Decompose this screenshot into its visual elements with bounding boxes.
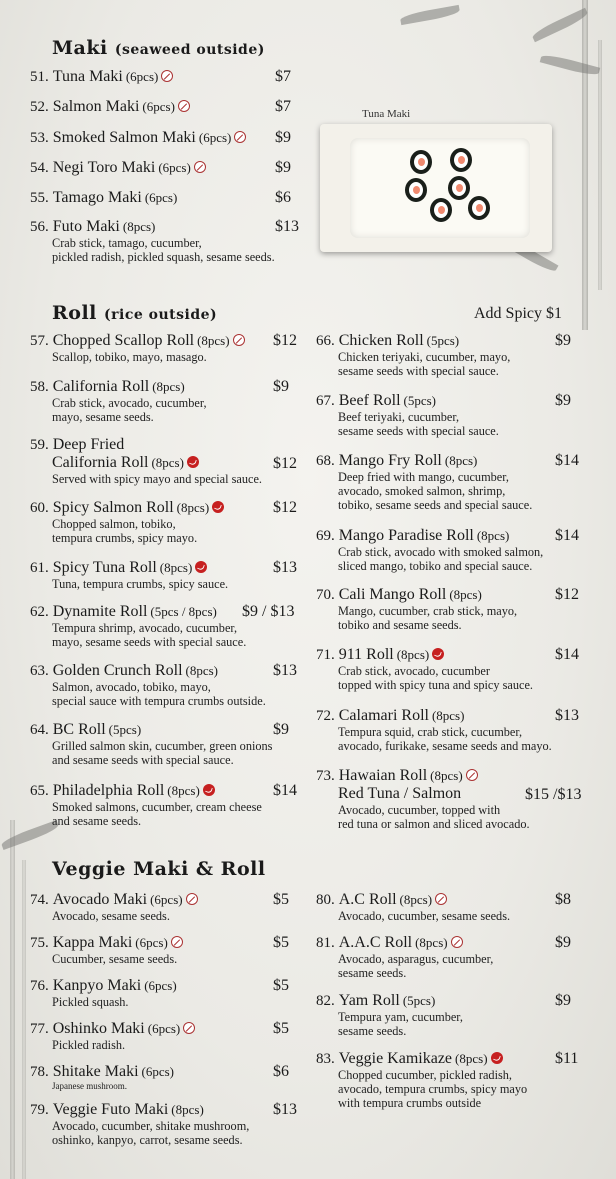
- bamboo-leaf-decoration: [540, 52, 601, 77]
- spicy-icon: [212, 501, 224, 513]
- item-number: 81.: [316, 935, 335, 951]
- item-description: Beef teriyaki, cucumber,: [338, 410, 460, 424]
- item-description: Tempura squid, crab stick, cucumber,: [338, 725, 523, 739]
- item-price: $5: [273, 977, 289, 994]
- item-description: Deep fried with mango, cucumber,: [338, 470, 509, 484]
- item-number: 55.: [30, 190, 49, 206]
- item-description: tobiko and sesame seeds.: [338, 618, 462, 632]
- item-number: 67.: [316, 393, 335, 409]
- item-name: Salmon Maki: [52, 98, 140, 115]
- item-price: $9 / $13: [242, 603, 295, 620]
- item-description: topped with spicy tuna and spicy sauce.: [338, 678, 533, 692]
- menu-item-64: [30, 721, 289, 767]
- item-name: Veggie Kamikaze: [338, 1050, 453, 1067]
- spicy-icon: [195, 561, 207, 573]
- item-pieces: (6pcs): [125, 69, 159, 84]
- item-number: 58.: [30, 379, 49, 395]
- item-name: Shitake Maki: [52, 1063, 139, 1080]
- item-price: $7: [275, 68, 291, 85]
- menu-item-74: [30, 891, 289, 923]
- item-price: $5: [273, 1020, 289, 1037]
- spicy-icon: [187, 456, 199, 468]
- item-number: 61.: [30, 560, 49, 576]
- item-price: $9: [555, 992, 571, 1009]
- item-price: $6: [273, 1063, 289, 1080]
- item-description: special sauce with tempura crumbs outside.: [52, 694, 266, 708]
- item-description: Pickled squash.: [52, 995, 129, 1009]
- item-number: 80.: [316, 892, 335, 908]
- item-pieces: (8pcs): [415, 935, 448, 950]
- item-description: Tuna, tempura crumbs, spicy sauce.: [52, 577, 229, 591]
- item-pieces: (8pcs): [151, 455, 184, 470]
- item-number: 73.: [316, 768, 335, 784]
- item-description: pickled radish, pickled squash, sesame seeds.: [52, 250, 275, 264]
- item-description: Crab stick, avocado, cucumber,: [52, 396, 207, 410]
- item-name: Golden Crunch Roll: [52, 662, 183, 679]
- no-spicy-icon: [233, 334, 245, 346]
- item-description: sesame seeds with special sauce.: [338, 424, 499, 438]
- menu-item-70: [316, 586, 579, 632]
- item-price: $5: [273, 891, 289, 908]
- item-description: avocado, smoked salmon, shrimp,: [338, 484, 506, 498]
- item-pieces: (5pcs): [403, 393, 437, 408]
- item-description: mayo, sesame seeds with special sauce.: [52, 635, 247, 649]
- item-price: $12: [273, 499, 297, 516]
- photo-caption: Tuna Maki: [362, 108, 411, 120]
- item-price: $9: [555, 332, 571, 349]
- item-description: Chicken teriyaki, cucumber, mayo,: [338, 350, 511, 364]
- item-price: $9: [275, 129, 291, 146]
- no-spicy-icon: [171, 936, 183, 948]
- item-number: 64.: [30, 722, 49, 738]
- item-number: 57.: [30, 333, 49, 349]
- item-number: 60.: [30, 500, 49, 516]
- menu-item-67: [316, 392, 571, 438]
- no-spicy-icon: [234, 131, 246, 143]
- sushi-piece: [450, 148, 472, 172]
- sushi-piece: [410, 150, 432, 174]
- item-number: 59.: [30, 437, 49, 453]
- item-name: Spicy Tuna Roll: [52, 559, 157, 576]
- no-spicy-icon: [435, 893, 447, 905]
- menu-item-56: [30, 218, 299, 264]
- item-description: mayo, sesame seeds.: [52, 410, 154, 424]
- item-number: 68.: [316, 453, 335, 469]
- menu-item-55: [30, 189, 291, 207]
- item-price: $13: [273, 559, 297, 576]
- menu-item-77: [30, 1020, 289, 1052]
- item-number: 66.: [316, 333, 335, 349]
- item-name: Chopped Scallop Roll: [52, 332, 195, 349]
- item-pieces: (8pcs): [430, 768, 463, 783]
- item-description: Avocado, cucumber, sesame seeds.: [338, 909, 511, 923]
- item-pieces: (6pcs): [150, 892, 183, 907]
- item-number: 54.: [30, 160, 49, 176]
- item-number: 76.: [30, 978, 49, 994]
- item-number: 63.: [30, 663, 49, 679]
- roll-subtitle: (rice outside): [104, 307, 218, 323]
- item-pieces: (8pcs): [449, 587, 482, 602]
- item-description: red tuna or salmon and sliced avocado.: [338, 817, 530, 831]
- menu-item-53: [30, 129, 291, 147]
- menu-item-69: [316, 527, 579, 573]
- bamboo-stalk-decoration: [582, 0, 588, 330]
- maki-subtitle: (seaweed outside): [114, 42, 265, 58]
- item-price: $14: [555, 527, 579, 544]
- item-name: Hawaian Roll: [338, 767, 428, 784]
- menu-item-59: [30, 436, 297, 486]
- menu-item-52: [30, 98, 291, 116]
- item-pieces: (6pcs): [198, 130, 232, 145]
- item-pieces: (8pcs): [167, 783, 200, 798]
- item-description: Chopped cucumber, pickled radish,: [338, 1068, 513, 1082]
- item-description: Avocado, sesame seeds.: [52, 909, 170, 923]
- item-description: sesame seeds with special sauce.: [338, 364, 499, 378]
- spicy-icon: [491, 1052, 503, 1064]
- item-description: Pickled radish.: [52, 1038, 126, 1052]
- menu-item-66: [316, 332, 571, 378]
- item-price: $6: [275, 189, 291, 206]
- item-number: 75.: [30, 935, 49, 951]
- item-name: Smoked Salmon Maki: [52, 129, 196, 146]
- item-price: $12: [273, 455, 297, 472]
- veggie-title: Veggie Maki & Roll: [52, 858, 266, 880]
- tuna-maki-photo: [320, 124, 552, 252]
- item-name: 911 Roll: [338, 646, 394, 663]
- item-price: $13: [555, 707, 579, 724]
- item-description: Crab stick, avocado, cucumber: [338, 664, 490, 678]
- item-description: avocado, furikake, sesame seeds and mayo.: [338, 739, 552, 753]
- no-spicy-icon: [161, 70, 173, 82]
- item-pieces: (8pcs): [176, 500, 210, 515]
- item-price: $12: [555, 586, 579, 603]
- item-price: $13: [273, 1101, 297, 1118]
- menu-item-68: [316, 452, 579, 512]
- item-number: 83.: [316, 1051, 335, 1067]
- item-name: Deep Fried: [52, 436, 125, 453]
- item-description: Grilled salmon skin, cucumber, green onions: [52, 739, 273, 753]
- menu-item-57: [30, 332, 297, 364]
- menu-item-62: [30, 603, 295, 649]
- item-number: 82.: [316, 993, 335, 1009]
- item-pieces: (8pcs): [455, 1051, 488, 1066]
- item-pieces: (6pcs): [144, 978, 177, 993]
- item-name: Beef Roll: [338, 392, 401, 409]
- item-pieces: (5pcs): [108, 722, 142, 737]
- item-pieces: (6pcs): [141, 1064, 175, 1079]
- sushi-piece: [448, 176, 470, 200]
- item-name: Calamari Roll: [338, 707, 429, 724]
- item-description: Chopped salmon, tobiko,: [52, 517, 176, 531]
- bamboo-stalk-decoration: [10, 820, 15, 1179]
- item-number: 72.: [316, 708, 335, 724]
- menu-item-60: [30, 499, 297, 545]
- menu-item-83: [316, 1050, 579, 1110]
- menu-item-79: [30, 1101, 297, 1147]
- no-spicy-icon: [183, 1022, 195, 1034]
- menu-item-80: [316, 891, 571, 923]
- no-spicy-icon: [178, 100, 190, 112]
- spicy-icon: [432, 648, 444, 660]
- item-pieces: (8pcs): [476, 528, 510, 543]
- item-price: $14: [555, 452, 579, 469]
- item-number: 52.: [30, 99, 49, 115]
- item-number: 69.: [316, 528, 335, 544]
- item-name: Tamago Maki: [52, 189, 142, 206]
- item-pieces: (8pcs): [444, 453, 478, 468]
- item-number: 78.: [30, 1064, 49, 1080]
- item-price: $15 /$13: [525, 786, 582, 803]
- item-price: $5: [273, 934, 289, 951]
- menu-item-71: [316, 646, 579, 692]
- item-pieces: (8pcs): [396, 647, 430, 662]
- item-name-line2: Red Tuna / Salmon: [338, 785, 462, 802]
- item-number: 77.: [30, 1021, 49, 1037]
- item-description: and sesame seeds.: [52, 814, 142, 828]
- item-pieces: (5pcs / 8pcs): [150, 604, 217, 619]
- maki-title: Maki: [52, 37, 108, 59]
- item-description: tobiko, sesame seeds and special sauce.: [338, 498, 533, 512]
- menu-item-78: [30, 1063, 289, 1092]
- item-name: Avocado Maki: [52, 891, 148, 908]
- item-name-line2: California Roll: [52, 454, 149, 471]
- item-name: BC Roll: [52, 721, 106, 738]
- item-name: Mango Fry Roll: [338, 452, 442, 469]
- menu-item-76: [30, 977, 289, 1009]
- item-number: 56.: [30, 219, 49, 235]
- item-name: A.C Roll: [338, 891, 397, 908]
- item-pieces: (6pcs): [158, 160, 191, 175]
- item-name: Chicken Roll: [338, 332, 424, 349]
- menu-item-82: [316, 992, 571, 1038]
- item-price: $9: [273, 721, 289, 738]
- bamboo-stalk-decoration: [22, 860, 26, 1179]
- item-description: Served with spicy mayo and special sauce.: [52, 472, 263, 486]
- item-price: $9: [555, 392, 571, 409]
- item-description: sesame seeds.: [338, 966, 407, 980]
- no-spicy-icon: [451, 936, 463, 948]
- item-name: Dynamite Roll: [52, 603, 148, 620]
- item-pieces: (8pcs): [185, 663, 219, 678]
- item-price: $13: [275, 218, 299, 235]
- item-price: $8: [555, 891, 571, 908]
- item-name: Kappa Maki: [52, 934, 133, 951]
- menu-item-51: [30, 68, 291, 86]
- item-name: A.A.C Roll: [338, 934, 413, 951]
- item-description: Cucumber, sesame seeds.: [52, 952, 178, 966]
- menu-item-73: [316, 767, 582, 831]
- item-name: Yam Roll: [338, 992, 400, 1009]
- item-description: Japanese mushroom.: [52, 1081, 127, 1091]
- item-description: sliced mango, tobiko and special sauce.: [338, 559, 533, 573]
- menu-item-72: [316, 707, 579, 753]
- item-name: Philadelphia Roll: [52, 782, 165, 799]
- item-price: $14: [273, 782, 297, 799]
- item-pieces: (8pcs): [399, 892, 433, 907]
- item-price: $9: [275, 159, 291, 176]
- item-pieces: (6pcs): [144, 190, 178, 205]
- item-number: 53.: [30, 130, 49, 146]
- sushi-piece: [405, 178, 427, 202]
- item-description: Tempura shrimp, avocado, cucumber,: [52, 621, 238, 635]
- item-description: Crab stick, tamago, cucumber,: [52, 236, 202, 250]
- bamboo-leaf-decoration: [400, 5, 461, 25]
- item-description: avocado, tempura crumbs, spicy mayo: [338, 1082, 528, 1096]
- no-spicy-icon: [194, 161, 206, 173]
- item-price: $9: [555, 934, 571, 951]
- item-description: Tempura yam, cucumber,: [338, 1010, 463, 1024]
- no-spicy-icon: [186, 893, 198, 905]
- item-pieces: (5pcs): [426, 333, 460, 348]
- menu-item-58: [30, 378, 289, 424]
- item-price: $14: [555, 646, 579, 663]
- bamboo-leaf-decoration: [531, 8, 590, 42]
- item-pieces: (5pcs): [402, 993, 436, 1008]
- item-description: Avocado, cucumber, topped with: [338, 803, 501, 817]
- roll-section-title: [52, 302, 217, 324]
- item-description: sesame seeds.: [338, 1024, 407, 1038]
- menu-item-63: [30, 662, 297, 708]
- menu-item-75: [30, 934, 289, 966]
- item-description: Mango, cucumber, crab stick, mayo,: [338, 604, 518, 618]
- menu-item-65: [30, 782, 297, 828]
- menu-item-54: [30, 159, 291, 177]
- maki-section-title: [52, 37, 265, 59]
- item-description: Avocado, cucumber, shitake mushroom,: [52, 1119, 250, 1133]
- veggie-section-title: [52, 858, 266, 880]
- add-spicy-note: Add Spicy $1: [474, 305, 562, 322]
- item-number: 51.: [30, 69, 49, 85]
- item-name: Kanpyo Maki: [52, 977, 142, 994]
- no-spicy-icon: [466, 769, 478, 781]
- item-price: $9: [273, 378, 289, 395]
- item-description: Salmon, avocado, tobiko, mayo,: [52, 680, 211, 694]
- item-name: Negi Toro Maki: [52, 159, 156, 176]
- item-pieces: (6pcs): [142, 99, 175, 114]
- item-name: Veggie Futo Maki: [52, 1101, 169, 1118]
- item-pieces: (8pcs): [152, 379, 185, 394]
- roll-title: Roll: [52, 302, 97, 324]
- item-number: 70.: [316, 587, 335, 603]
- item-name: Tuna Maki: [52, 68, 123, 85]
- spicy-icon: [203, 784, 215, 796]
- item-name: Futo Maki: [52, 218, 120, 235]
- item-name: Cali Mango Roll: [338, 586, 447, 603]
- item-number: 62.: [30, 604, 49, 620]
- item-price: $11: [555, 1050, 579, 1067]
- item-pieces: (8pcs): [431, 708, 465, 723]
- item-name: Mango Paradise Roll: [338, 527, 474, 544]
- item-number: 79.: [30, 1102, 49, 1118]
- item-description: Avocado, asparagus, cucumber,: [338, 952, 494, 966]
- item-pieces: (6pcs): [147, 1021, 181, 1036]
- sushi-piece: [430, 198, 452, 222]
- bamboo-stalk-decoration: [598, 40, 602, 290]
- item-description: Scallop, tobiko, mayo, masago.: [52, 350, 207, 364]
- item-description: with tempura crumbs outside: [338, 1096, 482, 1110]
- plate-image: [350, 138, 530, 238]
- item-price: $12: [273, 332, 297, 349]
- item-description: tempura crumbs, spicy mayo.: [52, 531, 198, 545]
- item-name: Oshinko Maki: [52, 1020, 145, 1037]
- item-description: Smoked salmons, cucumber, cream cheese: [52, 800, 262, 814]
- item-name: Spicy Salmon Roll: [52, 499, 174, 516]
- item-pieces: (8pcs): [171, 1102, 204, 1117]
- item-name: California Roll: [52, 378, 150, 395]
- menu-item-61: [30, 559, 297, 591]
- item-pieces: (6pcs): [135, 935, 168, 950]
- menu-item-81: [316, 934, 571, 980]
- item-number: 65.: [30, 783, 49, 799]
- item-number: 71.: [316, 647, 335, 663]
- item-description: and sesame seeds with special sauce.: [52, 753, 234, 767]
- item-number: 74.: [30, 892, 49, 908]
- item-pieces: (8pcs): [122, 219, 156, 234]
- sushi-piece: [468, 196, 490, 220]
- item-price: $7: [275, 98, 291, 115]
- item-description: Crab stick, avocado with smoked salmon,: [338, 545, 544, 559]
- item-price: $13: [273, 662, 297, 679]
- item-description: oshinko, kanpyo, carrot, sesame seeds.: [52, 1133, 243, 1147]
- item-pieces: (8pcs): [197, 333, 230, 348]
- item-pieces: (8pcs): [159, 560, 193, 575]
